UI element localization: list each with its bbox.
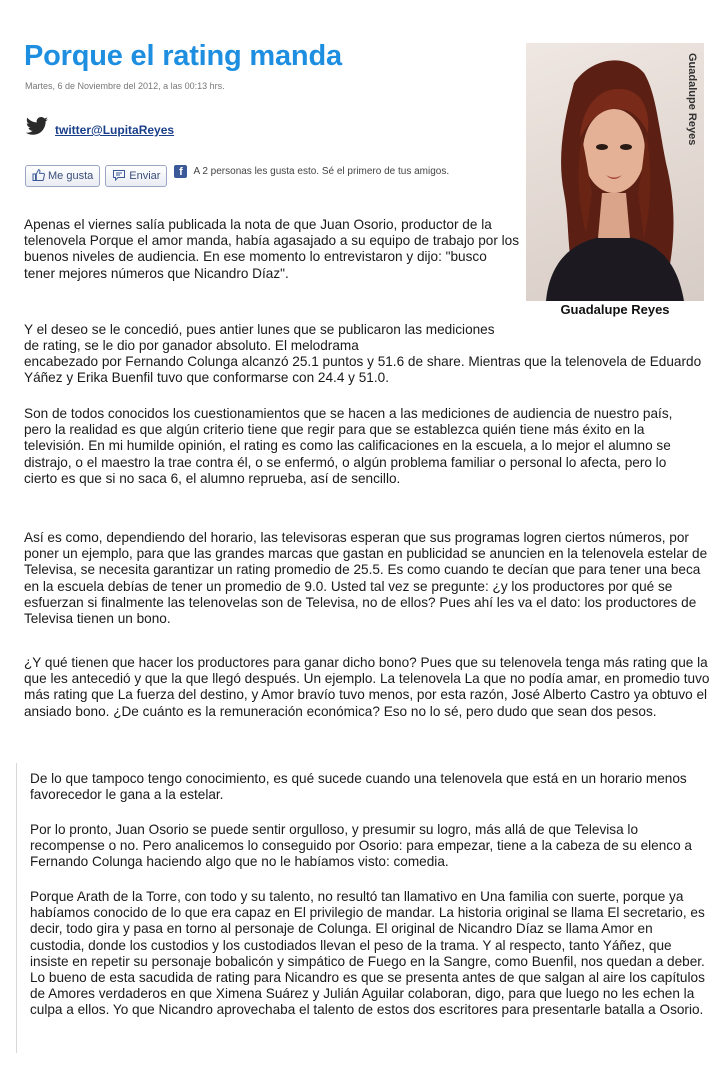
- photo-vertical-label: Guadalupe Reyes: [686, 53, 698, 146]
- thumbs-up-icon: [32, 169, 45, 184]
- paragraph-2-start: Y el deseo se le concedió, pues antier lunes que se publicaron las mediciones de rating, se le dio por ganador absoluto. El melodrama: [24, 322, 495, 354]
- twitter-handle-link[interactable]: twitter@LupitaReyes: [55, 123, 175, 137]
- likes-summary: [174, 165, 464, 179]
- social-bar: [25, 165, 495, 187]
- like-button[interactable]: [25, 165, 100, 187]
- article-title: Porque el rating manda: [24, 40, 342, 72]
- twitter-link-row: [25, 117, 174, 135]
- send-button[interactable]: [105, 165, 167, 187]
- photo-caption: Guadalupe Reyes: [560, 302, 670, 317]
- like-label: Me gusta: [48, 170, 94, 182]
- send-message-icon: [112, 169, 126, 184]
- facebook-icon: f: [174, 165, 187, 178]
- twitter-bird-icon: [25, 117, 49, 135]
- portrait-illustration: [526, 43, 704, 301]
- paragraph-6: De lo que tampoco tengo conocimiento, es qué sucede cuando una telenovela que está en un horario menos favorecedor le gana a la estelar.: [30, 771, 687, 803]
- article-date: Martes, 6 de Noviembre del 2012, a las 00:13 hrs.: [25, 81, 225, 91]
- paragraph-3: Son de todos conocidos los cuestionamientos que se hacen a las mediciones de audiencia de nuestro país, pero la realidad es que algún criterio tiene que regir para que se establezca quién tiene más éxito en la televisión. En mi humilde opinión, el rating es como las calificaciones en la escuela, a lo mejor el alumno se distrajo, o el maestro la trae contra él, o se enfermó, o algún problema familiar o personal lo afecta, pero lo cierto es que si no saca 6, el alumno reprueba, así de sencillo.: [24, 406, 673, 486]
- send-label: Enviar: [129, 170, 161, 182]
- paragraph-8: Porque Arath de la Torre, con todo y su talento, no resultó tan llamativo en Una familia con suerte, porque ya habíamos conocido de lo que era capaz en El privilegio de mandar. La historia original se llama El secretario, es decir, todo gira y pasa en torno al personaje de Colunga. El original de Nicandro Díaz se llama Amor en custodia, donde los custodios y los custodiados llevan el peso de la trama. Y al respecto, tanto Yáñez, que insiste en repetir su personaje bobalicón y simpático de Fuego en la Sangre, como Buenfil, nos quedan a deber. Lo bueno de esta sacudida de rating para Nicandro es que se presenta antes de que salgan al aire los capítulos de Amores verdaderos en que Ximena Suárez y Julián Aguilar colaboran, digo, para que luego no les echen la culpa a ellos. Yo que Nicandro aprovechaba el talento de estos dos escritores para presentarle batalla a Osorio.: [30, 889, 705, 1018]
- column-divider: [16, 763, 17, 1053]
- author-photo: [526, 43, 704, 301]
- paragraph-7: Por lo pronto, Juan Osorio se puede sentir orgulloso, y presumir su logro, más allá de que Televisa lo recompense o no. Pero analicemos lo conseguido por Osorio: para empezar, tiene a la cabeza de su elenco a Fernando Colunga haciendo algo que no le habíamos visto: comedia.: [30, 822, 692, 870]
- paragraph-2-end: encabezado por Fernando Colunga alcanzó 25.1 puntos y 51.6 de share. Mientras que la telenovela de Eduardo Yáñez y Erika Buenfil tuvo que conformarse con 24.4 y 51.0.: [24, 354, 702, 386]
- paragraph-1: Apenas el viernes salía publicada la nota de que Juan Osorio, productor de la telenovela Porque el amor manda, había agasajado a su equipo de trabajo por los buenos niveles de audiencia. En ese momento lo entrevistaron y dijo: "busco tener mejores números que Nicandro Díaz".: [24, 217, 520, 281]
- paragraph-4: Así es como, dependiendo del horario, las televisoras esperan que sus programas logren ciertos números, por poner un ejemplo, para que las grandes marcas que gastan en publicidad se anuncien en la telenovela estelar de Televisa, se necesita garantizar un rating promedio de 25.5. Es como cuando te decían que para tener una beca en la escuela debías de tener un promedio de 9.0. Usted tal vez se pregunte: ¿y los productores por qué se esfuerzan si finalmente las telenovelas son de Televisa, no de ellos? Pues ahí les va el dato: los productores de Televisa tienen un bono.: [24, 530, 708, 627]
- paragraph-5: ¿Y qué tienen que hacer los productores para ganar dicho bono? Pues que su telenovela tenga más rating que la que les antecedió y que la que llegó después. Un ejemplo. La telenovela La que no podía amar, en promedio tuvo más rating que La fuerza del destino, y Amor bravío tuvo menos, por esta razón, José Alberto Castro ya obtuvo el ansiado bono. ¿De cuánto es la remuneración económica? Eso no lo sé, pero dudo que sean dos pesos.: [24, 655, 710, 719]
- likes-text: A 2 personas les gusta esto. Sé el primero de tus amigos.: [193, 166, 450, 177]
